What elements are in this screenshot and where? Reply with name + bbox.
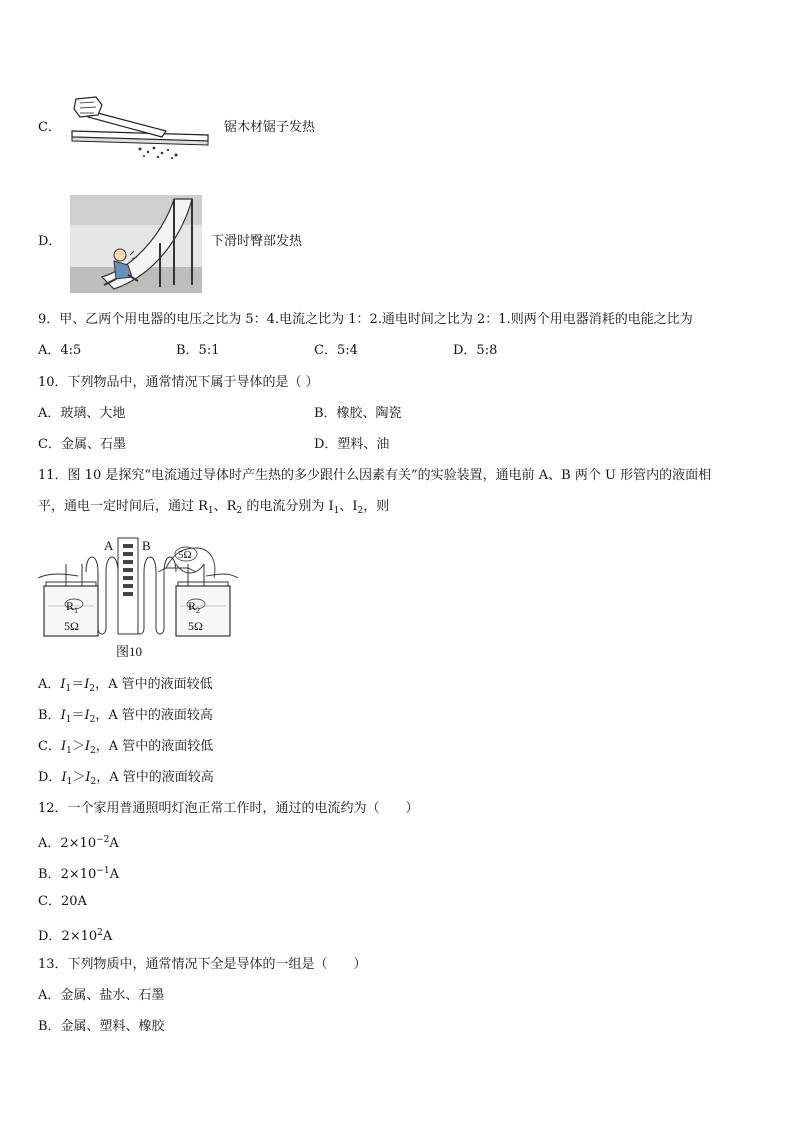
q9-option-c: C．5:4 bbox=[314, 343, 358, 358]
figure-ohm-top: 5Ω bbox=[178, 549, 192, 561]
figure-caption: 图10 bbox=[116, 644, 143, 659]
option-d-caption: 下滑时臀部发热 bbox=[211, 234, 303, 249]
q9-option-a: A．4:5 bbox=[38, 343, 82, 358]
option-c-caption: 锯木材锯子发热 bbox=[224, 120, 316, 135]
q11-stem-line1: 11．图 10 是探究“电流通过导体时产生热的多少跟什么因素有关”的实验装置，通电前 A、B 两个 U 形管内的液面相 bbox=[38, 468, 712, 483]
q11-option-d: D．$I_1>I_2$，A 管中的液面较高 bbox=[38, 770, 214, 787]
figure-r1: $R_1$ bbox=[66, 599, 79, 615]
figure-ohm-right: 5Ω bbox=[188, 619, 203, 633]
q12-option-a: A．$2\times 10^{-2}A$ bbox=[38, 835, 119, 851]
q11-option-b: B．$I_1=I_2$，A 管中的液面较高 bbox=[38, 708, 213, 725]
q13-option-a: A．金属、盐水、石墨 bbox=[38, 988, 165, 1003]
q12-option-d: D．$2\times 10^2A$ bbox=[38, 928, 113, 944]
saw-cutting-wood-image bbox=[68, 95, 216, 163]
figure-10-apparatus bbox=[38, 532, 238, 662]
q9-stem: 9．甲、乙两个用电器的电压之比为 5：4.电流之比为 1：2.通电时间之比为 2：1.则两个用电器消耗的电能之比为 bbox=[38, 312, 693, 327]
q12-option-c: C．20A bbox=[38, 894, 87, 909]
figure-ohm-left: 5Ω bbox=[64, 619, 79, 633]
option-c-letter: C． bbox=[38, 120, 61, 135]
figure-label-b: B bbox=[142, 538, 151, 553]
q10-stem: 10．下列物品中，通常情况下属于导体的是（ ） bbox=[38, 375, 319, 390]
figure-label-a: A bbox=[104, 538, 114, 553]
q10-option-a: A．玻璃、大地 bbox=[38, 406, 126, 421]
q10-option-c: C．金属、石墨 bbox=[38, 437, 126, 452]
q11-stem-line2: 平，通电一定时间后，通过 $R_1$、$R_2$ 的电流分别为 $I_1$、$I_2$，则 bbox=[38, 499, 390, 516]
q13-option-b: B．金属、塑料、橡胶 bbox=[38, 1019, 165, 1034]
child-on-slide-image bbox=[70, 195, 202, 293]
q12-stem: 12．一个家用普通照明灯泡正常工作时，通过的电流约为（ ） bbox=[38, 801, 419, 816]
q13-stem: 13．下列物质中，通常情况下全是导体的一组是（ ） bbox=[38, 957, 367, 972]
q10-option-d: D．塑料、油 bbox=[314, 437, 390, 452]
option-d-letter: D． bbox=[38, 234, 62, 249]
figure-r2: $R_2$ bbox=[188, 599, 201, 615]
q9-option-d: D．5:8 bbox=[453, 343, 498, 358]
q11-option-a: A．$I_1=I_2$，A 管中的液面较低 bbox=[38, 677, 213, 694]
q11-option-c: C．$I_1>I_2$，A 管中的液面较低 bbox=[38, 739, 214, 756]
q12-option-b: B．$2\times 10^{-1}A$ bbox=[38, 866, 119, 882]
q10-option-b: B．橡胶、陶瓷 bbox=[314, 406, 402, 421]
q9-option-b: B．5:1 bbox=[176, 343, 220, 358]
